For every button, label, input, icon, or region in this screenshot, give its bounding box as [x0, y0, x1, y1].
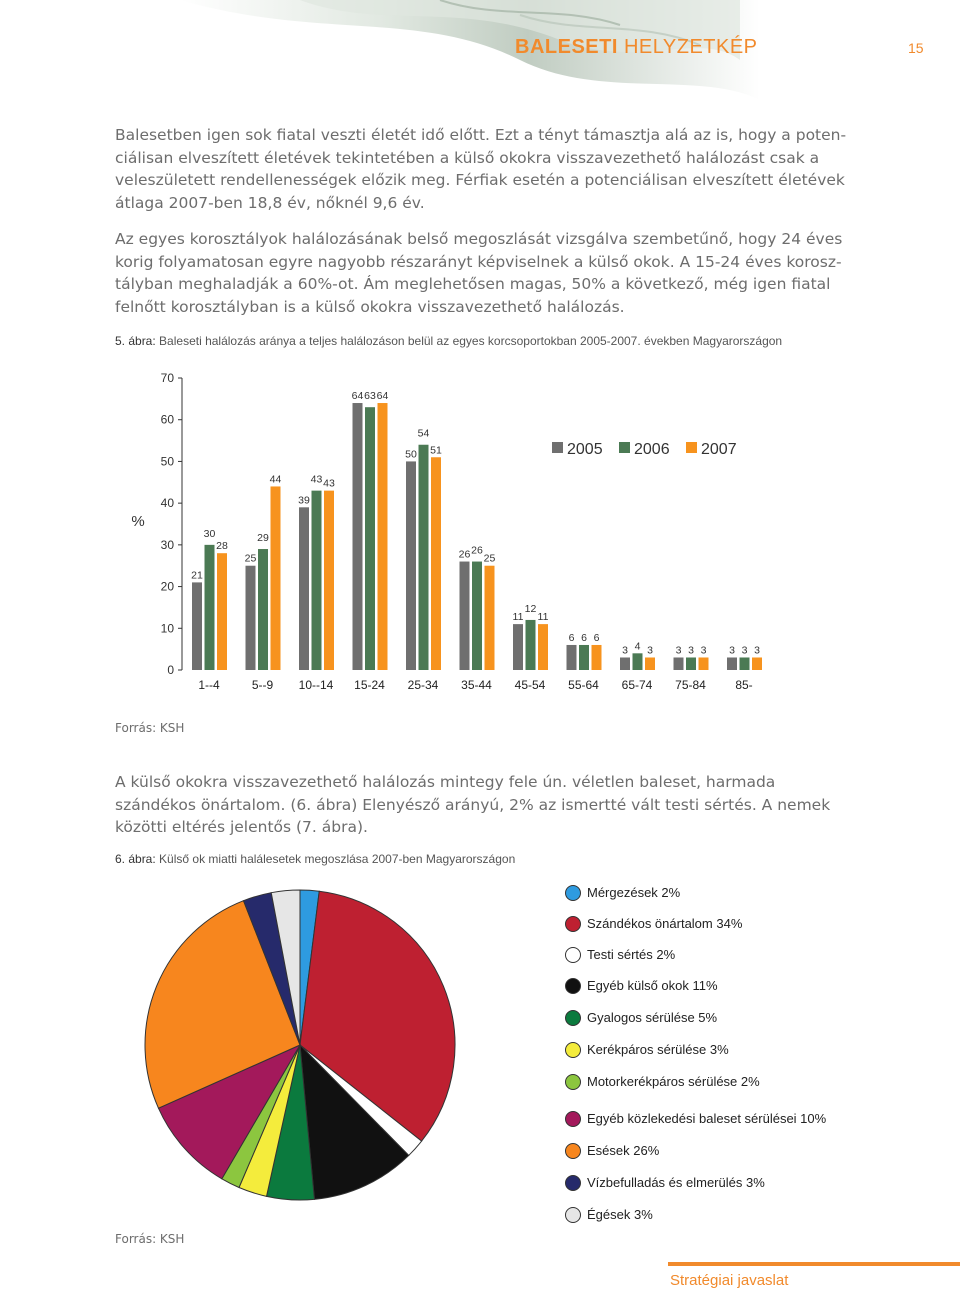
bar-value-label: 3	[675, 644, 682, 657]
x-tick-label: 25-34	[407, 678, 439, 692]
bar-value-label: 63	[364, 390, 376, 403]
bar-value-label: 44	[269, 473, 282, 486]
bar-value-label: 11	[512, 611, 524, 624]
bar	[460, 562, 470, 670]
y-axis-label: %	[131, 513, 145, 530]
figure5-label: 5. ábra:	[115, 334, 156, 348]
bar	[727, 657, 737, 670]
page-number: 15	[908, 40, 924, 56]
bar-value-label: 3	[688, 644, 694, 657]
header-title-light: HELYZETKÉP	[623, 36, 758, 58]
bar	[538, 624, 548, 670]
legend-swatch	[619, 442, 630, 453]
y-tick-label: 0	[167, 663, 174, 677]
bar	[686, 657, 696, 670]
bar-value-label: 28	[216, 540, 228, 553]
legend-dot-icon	[565, 1143, 581, 1159]
bar-value-label: 64	[351, 390, 364, 403]
bar-value-label: 43	[323, 477, 335, 490]
bar-value-label: 29	[257, 532, 269, 545]
legend-label: 2006	[634, 441, 670, 458]
pie-legend-item	[565, 884, 680, 901]
x-tick-label: 75-84	[675, 678, 706, 692]
legend-label: 2007	[701, 441, 737, 458]
bar	[526, 620, 536, 670]
bar-value-label: 26	[471, 544, 483, 557]
bar-value-label: 25	[483, 552, 496, 565]
bar	[299, 507, 309, 670]
y-tick-label: 60	[160, 412, 174, 427]
bar-value-label: 6	[581, 631, 587, 644]
figure6-caption	[115, 852, 515, 866]
legend-dot-icon	[565, 916, 581, 932]
bar-value-label: 50	[405, 448, 417, 461]
bar	[271, 486, 281, 670]
bar	[472, 562, 482, 670]
footer-rule	[668, 1262, 960, 1266]
bar	[699, 657, 709, 670]
bar-value-label: 30	[203, 527, 216, 540]
pie-legend-label: Szándékos önártalom 34%	[587, 916, 743, 932]
bar-value-label: 51	[430, 444, 442, 457]
figure5-caption	[115, 334, 782, 348]
x-tick-label: 1--4	[198, 678, 220, 692]
pie-legend-item	[565, 977, 718, 994]
figure6-label: 6. ábra:	[115, 852, 156, 866]
y-tick-label: 10	[160, 621, 174, 636]
pie-legend-item	[565, 1206, 653, 1223]
bar	[431, 457, 441, 670]
page-header-title	[515, 36, 758, 59]
bar-value-label: 54	[417, 427, 430, 440]
bar	[752, 657, 762, 670]
pie-legend-label: Kerékpáros sérülése 3%	[587, 1042, 729, 1058]
legend-dot-icon	[565, 885, 581, 901]
paragraph-intro: Balesetben igen sok fiatal veszti életét idő előtt. Ezt a tényt támasztja alá az is, hogy a poten-ciálisan elveszített életévek tekintetében a külső okokra visszavezethető halálozást csak a veleszületett rendellenességek előzik meg. Férfiak esetén a potenciálisan elveszített életévek átlaga 2007-ben 18,8 év, nőknél 9,6 év.	[115, 126, 847, 212]
paragraph-age-groups: Az egyes korosztályok halálozásának belső megoszlását vizsgálva szembetűnő, hogy 24 éves korig folyamatosan egyre nagyobb részarányt képviselnek a külső okok. A 15-24 éves korosz-tályban meghaladják a 60%-ot. Ám meglehetősen magas, 50% a következő, még igen fiatal felnőtt korosztályban is a külső okokra visszavezethető halálozás.	[115, 230, 843, 316]
bar	[353, 403, 363, 670]
bar	[312, 491, 322, 670]
bar	[579, 645, 589, 670]
pie-legend-label: Gyalogos sérülése 5%	[587, 1010, 718, 1026]
pie-legend-item	[565, 1142, 659, 1159]
pie-legend-label: Egyéb külső okok 11%	[587, 978, 718, 994]
x-tick-label: 45-54	[514, 678, 546, 692]
figure5-source: Forrás: KSH	[115, 721, 185, 735]
bar	[674, 657, 684, 670]
x-tick-label: 55-64	[568, 678, 599, 692]
x-tick-label: 15-24	[354, 678, 385, 692]
x-tick-label: 85-	[735, 678, 753, 692]
paragraph-external-causes: A külső okokra visszavezethető halálozás mintegy fele ún. véletlen baleset, harmada szándékos önártalom. (6. ábra) Elenyésző arányú, 2% az ismertté vált testi sértés. A nemek közötti eltérés jelentős (7. ábra).	[115, 773, 831, 836]
bar	[633, 653, 643, 670]
bar-value-label: 3	[622, 644, 628, 657]
figure6-caption-text: Külső ok miatti halálesetek megoszlása 2007-ben Magyarországon	[159, 852, 516, 866]
y-tick-label: 40	[160, 496, 174, 511]
bar-value-label: 12	[524, 602, 537, 615]
bar-value-label: 43	[310, 473, 323, 486]
pie-legend-item	[565, 915, 742, 932]
leaf-decoration	[0, 0, 960, 120]
x-tick-label: 65-74	[621, 678, 653, 692]
bar	[645, 657, 655, 670]
pie-legend-label: Mérgezések 2%	[587, 885, 681, 901]
bar	[620, 657, 630, 670]
pie-legend-label: Testi sértés 2%	[587, 947, 676, 963]
y-tick-label: 70	[160, 371, 174, 385]
bar	[205, 545, 215, 670]
pie-legend-item	[565, 946, 675, 963]
pie-legend-label: Vízbefulladás és elmerülés 3%	[587, 1175, 765, 1191]
bar	[324, 491, 334, 670]
legend-dot-icon	[565, 1175, 581, 1191]
bar-value-label: 21	[191, 569, 203, 582]
x-tick-label: 10--14	[298, 678, 334, 692]
bar-value-label: 6	[593, 631, 600, 644]
y-tick-label: 20	[160, 579, 174, 594]
bar-value-label: 11	[537, 611, 549, 624]
bar-value-label: 6	[568, 631, 575, 644]
bar	[378, 403, 388, 670]
footer-text: Stratégiai javaslat	[670, 1272, 789, 1289]
pie-chart	[140, 880, 460, 1210]
legend-swatch	[552, 442, 563, 453]
bar-value-label: 3	[729, 644, 735, 657]
pie-legend-label: Motorkerékpáros sérülése 2%	[587, 1074, 760, 1090]
pie-legend-label: Égések 3%	[587, 1207, 653, 1223]
bar	[592, 645, 602, 670]
pie-legend-item	[565, 1009, 717, 1026]
bar	[513, 624, 523, 670]
legend-dot-icon	[565, 1042, 581, 1058]
figure5-caption-text: Baleseti halálozás aránya a teljes halálozáson belül az egyes korcsoportokban 2005-2007. években Magyarországon	[159, 334, 783, 348]
legend-dot-icon	[565, 1074, 581, 1090]
legend-label: 2005	[567, 441, 603, 458]
bar-value-label: 3	[741, 644, 748, 657]
legend-dot-icon	[565, 978, 581, 994]
bar-value-label: 39	[298, 494, 310, 507]
legend-dot-icon	[565, 1207, 581, 1223]
x-tick-label: 35-44	[461, 678, 492, 692]
pie-legend-item	[565, 1174, 765, 1191]
pie-legend-item	[565, 1073, 760, 1090]
pie-legend-item	[565, 1110, 826, 1127]
legend-swatch	[686, 442, 697, 453]
bar	[217, 553, 227, 670]
bar	[246, 566, 256, 670]
legend-dot-icon	[565, 1111, 581, 1127]
x-tick-label: 5--9	[251, 678, 274, 692]
pie-legend-label: Egyéb közlekedési baleset sérülései 10%	[587, 1111, 827, 1127]
bar	[485, 566, 495, 670]
bar	[567, 645, 577, 670]
pie-legend-item	[565, 1041, 729, 1058]
bar	[406, 461, 416, 670]
bar	[365, 407, 375, 670]
y-tick-label: 30	[160, 537, 174, 552]
figure6-source: Forrás: KSH	[115, 1232, 185, 1246]
pie-legend-label: Esések 26%	[587, 1143, 660, 1159]
legend-dot-icon	[565, 947, 581, 963]
bar	[192, 582, 202, 670]
bar-legend	[552, 441, 737, 458]
bar-value-label: 64	[376, 390, 389, 403]
bar-value-label: 25	[244, 552, 257, 565]
bar-value-label: 3	[700, 644, 707, 657]
bar-value-label: 3	[754, 644, 760, 657]
header-title-bold: BALESETI	[515, 36, 618, 58]
bar-value-label: 26	[458, 548, 471, 561]
bar-value-label: 4	[634, 640, 641, 653]
bar	[419, 445, 429, 670]
bar-chart	[110, 360, 790, 700]
y-tick-label: 50	[160, 454, 174, 469]
bar	[740, 657, 750, 670]
bar-value-label: 3	[647, 644, 653, 657]
legend-dot-icon	[565, 1010, 581, 1026]
bar	[258, 549, 268, 670]
